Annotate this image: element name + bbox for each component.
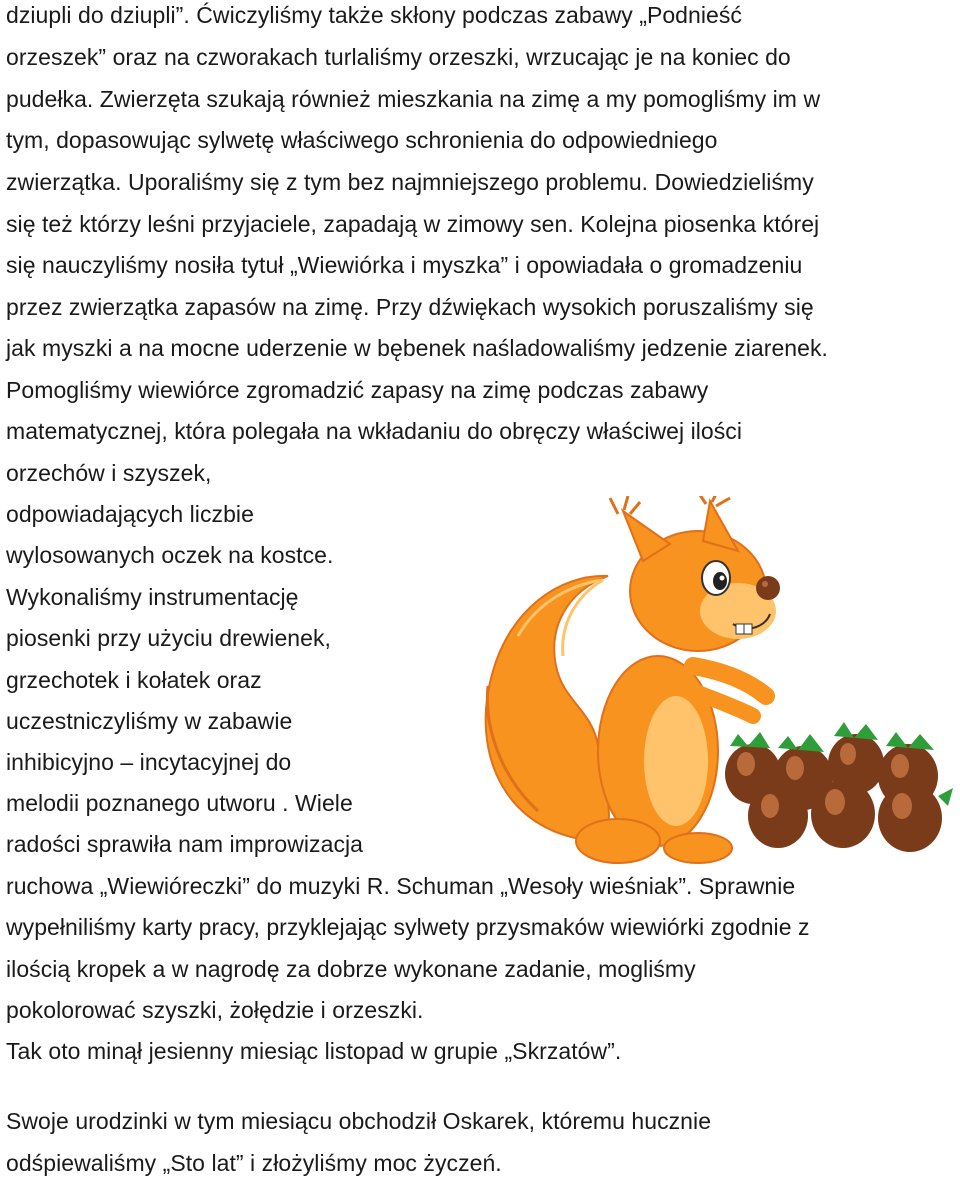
paragraph-line: wypełniliśmy karty pracy, przyklejając sylwety przysmaków wiewiórki zgodnie z <box>6 914 810 940</box>
paragraph-line: Pomogliśmy wiewiórce zgromadzić zapasy na zimę podczas zabawy <box>6 377 709 403</box>
paragraph-line: melodii poznanego utworu . Wiele <box>6 790 353 816</box>
paragraph-line: matematycznej, która polegała na wkładaniu do obręczy właściwej ilości <box>6 418 743 444</box>
paragraph-line: jak myszki a na mocne uderzenie w bębenek naśladowaliśmy jedzenie ziarenek. <box>6 335 828 361</box>
paragraph-line: Tak oto minął jesienny miesiąc listopad w grupie „Skrzatów”. <box>6 1038 622 1064</box>
paragraph-line: radości sprawiła nam improwizacja <box>6 831 363 857</box>
squirrel-with-hazelnuts-icon <box>448 496 960 868</box>
paragraph-line: odśpiewaliśmy „Sto lat” i złożyliśmy moc życzeń. <box>6 1150 502 1176</box>
paragraph-line: wylosowanych oczek na kostce. <box>6 542 334 568</box>
paragraph-line: orzechów i szyszek, <box>6 460 212 486</box>
paragraph-line: odpowiadających liczbie <box>6 501 254 527</box>
paragraph-line: zwierzątka. Uporaliśmy się z tym bez najmniejszego problemu. Dowiedzieliśmy <box>6 169 814 195</box>
paragraph-line: się nauczyliśmy nosiła tytuł „Wiewiórka i myszka” i opowiadała o gromadzeniu <box>6 252 803 278</box>
paragraph-line: dziupli do dziupli”. Ćwiczyliśmy także skłony podczas zabawy „Podnieść <box>6 2 742 28</box>
paragraph-line: orzeszek” oraz na czworakach turlaliśmy orzeszki, wrzucając je na koniec do <box>6 44 791 70</box>
paragraph-line: ilością kropek a w nagrodę za dobrze wykonane zadanie, mogliśmy <box>6 956 696 982</box>
paragraph-line: inhibicyjno – incytacyjnej do <box>6 749 292 775</box>
paragraph-line: piosenki przy użyciu drewienek, <box>6 625 331 651</box>
paragraph-line: pudełka. Zwierzęta szukają również mieszkania na zimę a my pomogliśmy im w <box>6 86 821 112</box>
paragraph-line: grzechotek i kołatek oraz <box>6 667 262 693</box>
paragraph-line: uczestniczyliśmy w zabawie <box>6 708 293 734</box>
paragraph-line: Swoje urodzinki w tym miesiącu obchodził Oskarek, któremu hucznie <box>6 1108 712 1134</box>
paragraph-line: się też którzy leśni przyjaciele, zapadają w zimowy sen. Kolejna piosenka której <box>6 211 820 237</box>
paragraph-line: pokolorować szyszki, żołędzie i orzeszki. <box>6 997 424 1023</box>
paragraph-line: ruchowa „Wiewióreczki” do muzyki R. Schuman „Wesoły wieśniak”. Sprawnie <box>6 873 796 899</box>
paragraph-line: przez zwierzątka zapasów na zimę. Przy dźwiękach wysokich poruszaliśmy się <box>6 294 814 320</box>
hazelnut-group <box>725 722 953 852</box>
paragraph-line: Wykonaliśmy instrumentację <box>6 584 299 610</box>
paragraph-line: tym, dopasowując sylwetę właściwego schronienia do odpowiedniego <box>6 127 718 153</box>
